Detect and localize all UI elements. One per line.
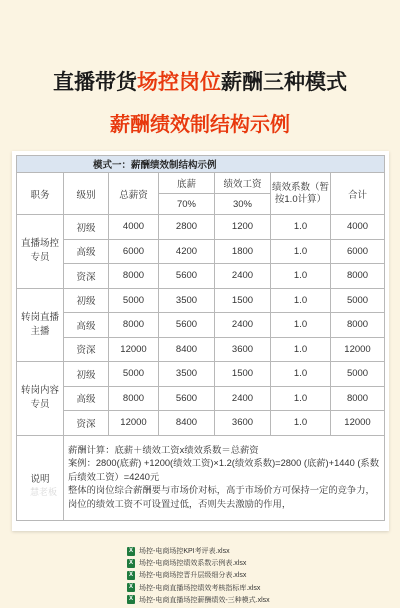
table-row	[17, 411, 385, 436]
cell-level: 初级	[64, 288, 109, 313]
note-row	[17, 435, 385, 520]
excel-file-icon: X	[128, 584, 133, 591]
cell-sum: 8000	[331, 264, 385, 289]
group-name: 直播场控专员	[17, 215, 64, 289]
cell-sum: 8000	[331, 313, 385, 338]
cell-perf: 3600	[215, 411, 271, 436]
cell-coef: 1.0	[271, 264, 331, 289]
table-row	[17, 288, 385, 313]
table-row	[17, 215, 385, 240]
excel-file-icon: X	[128, 547, 133, 554]
cell-total: 8000	[109, 264, 159, 289]
cell-base: 5600	[159, 386, 215, 411]
cell-coef: 1.0	[271, 313, 331, 338]
cell-level: 初级	[64, 215, 109, 240]
cell-perf: 2400	[215, 313, 271, 338]
cell-coef: 1.0	[271, 411, 331, 436]
file-item[interactable]	[127, 582, 327, 594]
cell-total: 8000	[109, 386, 159, 411]
cell-base: 4200	[159, 239, 215, 264]
group-name: 转岗直播主播	[17, 288, 64, 362]
cell-sum: 5000	[331, 288, 385, 313]
cell-sum: 12000	[331, 411, 385, 436]
cell-level: 资深	[64, 264, 109, 289]
cell-level: 初级	[64, 362, 109, 387]
salary-table	[16, 155, 385, 521]
excel-file-icon: X	[128, 571, 133, 578]
table-row	[17, 239, 385, 264]
file-list	[127, 545, 327, 606]
note-content	[64, 435, 385, 520]
cell-sum: 4000	[331, 215, 385, 240]
cell-coef: 1.0	[271, 215, 331, 240]
cell-base: 8400	[159, 337, 215, 362]
file-item[interactable]	[127, 569, 327, 581]
cell-coef: 1.0	[271, 386, 331, 411]
cell-perf: 2400	[215, 264, 271, 289]
header-coef	[271, 173, 331, 215]
cell-total: 5000	[109, 288, 159, 313]
cell-total: 5000	[109, 362, 159, 387]
header-total: 总薪资	[109, 173, 159, 215]
cell-total: 8000	[109, 313, 159, 338]
cell-coef: 1.0	[271, 288, 331, 313]
cell-level: 高级	[64, 239, 109, 264]
table-row	[17, 386, 385, 411]
table-row	[17, 337, 385, 362]
file-item[interactable]	[127, 557, 327, 569]
cell-level: 资深	[64, 337, 109, 362]
cell-total: 6000	[109, 239, 159, 264]
note-label: 说明	[17, 435, 64, 520]
cell-sum: 8000	[331, 386, 385, 411]
cell-coef: 1.0	[271, 362, 331, 387]
table-row	[17, 264, 385, 289]
note-line: 整体的岗位综合薪酬要与市场价对标，高于市场价方可保持一定的竞争力，岗位的绩效工资不可设置过低，否则失去激励的作用，	[68, 485, 375, 509]
header-level: 级别	[64, 173, 109, 215]
cell-base: 2800	[159, 215, 215, 240]
cell-level: 高级	[64, 313, 109, 338]
table-row	[17, 313, 385, 338]
cell-base: 3500	[159, 288, 215, 313]
cell-total: 12000	[109, 411, 159, 436]
cell-base: 5600	[159, 313, 215, 338]
file-name: 场控-电商场控晋升层级细分表.xlsx	[139, 572, 247, 580]
cell-level: 资深	[64, 411, 109, 436]
note-line: 案例：2800(底薪) +1200(绩效工资)×1.2(绩效系数)=2800 (底薪)+1440 (系数后绩效工资）=4240元	[68, 458, 380, 482]
file-name: 场控-电商直播场控薪酬绩效-三种模式.xlsx	[139, 596, 270, 604]
cell-sum: 6000	[331, 239, 385, 264]
salary-table-card	[12, 151, 389, 531]
cell-total: 4000	[109, 215, 159, 240]
cell-base: 5600	[159, 264, 215, 289]
cell-coef: 1.0	[271, 239, 331, 264]
file-item[interactable]	[127, 545, 327, 557]
cell-total: 12000	[109, 337, 159, 362]
header-sum: 合计	[331, 173, 385, 215]
table-row	[17, 362, 385, 387]
watermark: 慧老板	[30, 487, 58, 497]
excel-file-icon: X	[128, 596, 133, 603]
header-perf: 绩效工资	[215, 173, 271, 194]
header-base-pct: 70%	[159, 194, 215, 215]
file-item[interactable]	[127, 594, 327, 606]
header-coef-text: 绩效系数（暂按1.0计算）	[271, 181, 329, 205]
page-subtitle: 薪酬绩效制结构示例	[110, 114, 290, 136]
table-caption: 模式一：薪酬绩效制结构示例	[17, 156, 385, 173]
excel-file-icon: X	[128, 559, 133, 566]
cell-perf: 3600	[215, 337, 271, 362]
cell-base: 3500	[159, 362, 215, 387]
cell-base: 8400	[159, 411, 215, 436]
cell-coef: 1.0	[271, 337, 331, 362]
header-base: 底薪	[159, 173, 215, 194]
cell-perf: 1200	[215, 215, 271, 240]
cell-perf: 2400	[215, 386, 271, 411]
group-name: 转岗内容专员	[17, 362, 64, 436]
header-position: 职务	[17, 173, 64, 215]
cell-sum: 5000	[331, 362, 385, 387]
cell-sum: 12000	[331, 337, 385, 362]
title-suffix: 薪酬三种模式	[221, 71, 347, 94]
file-name: 场控-电商场控KPI考评表.xlsx	[139, 548, 230, 556]
cell-level: 高级	[64, 386, 109, 411]
file-name: 场控-电商直播场控绩效考核指标库.xlsx	[139, 584, 261, 592]
file-name: 场控-电商场控绩效系数示例表.xlsx	[139, 560, 247, 568]
note-line: 薪酬计算：底薪＋绩效工资x绩效系数＝总薪资	[68, 444, 259, 455]
cell-perf: 1500	[215, 362, 271, 387]
cell-perf: 1500	[215, 288, 271, 313]
page-title	[0, 66, 400, 96]
title-prefix: 直播带货	[53, 71, 137, 94]
cell-perf: 1800	[215, 239, 271, 264]
title-highlight: 场控岗位	[137, 71, 221, 94]
header-perf-pct: 30%	[215, 194, 271, 215]
